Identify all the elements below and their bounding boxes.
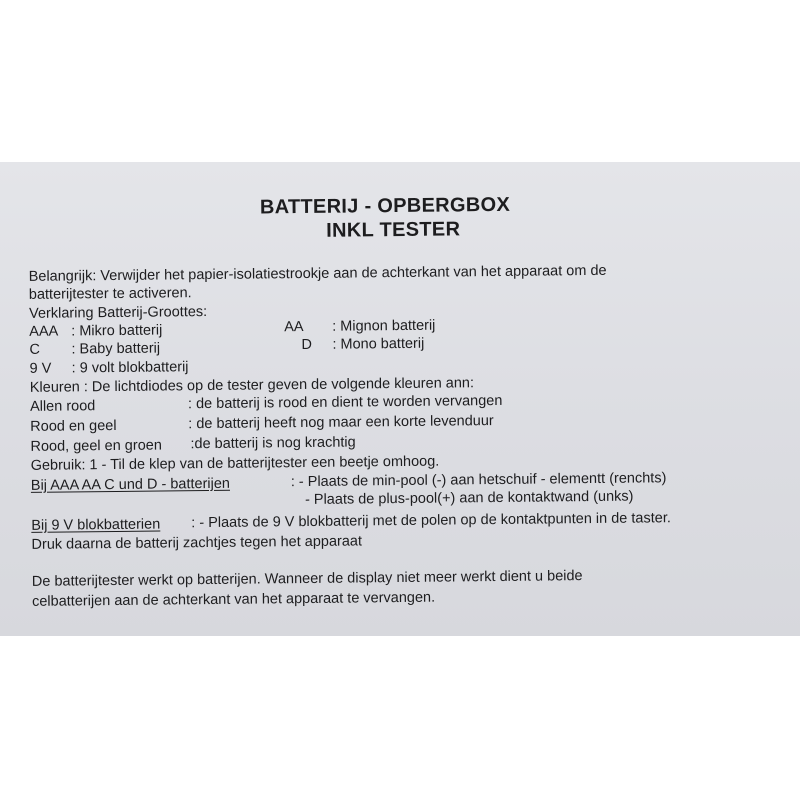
nine-v-step: : - Plaats de 9 V blokbatterij met de polen op de kontaktpunten in de taster. (191, 510, 671, 532)
size-desc-aaa: : Mikro batterij (71, 322, 163, 340)
aaa-label: Bij AAA AA C und D - batterijen (30, 475, 231, 494)
important-line-1: Belangrijk: Verwijder het papier-isolatiestrookje aan de achterkant van het apparaat om de (28, 262, 607, 285)
color-label-all: Rood, geel en groen (30, 437, 162, 455)
press-line: Druk daarna de batterij zachtjes tegen het apparaat (31, 533, 363, 553)
size-desc-aa: : Mignon batterij (332, 317, 436, 335)
size-desc-9v: : 9 volt blokbatterij (71, 359, 189, 377)
important-line-2: batterijtester te activeren. (28, 285, 192, 303)
document-title: BATTERIJ - OPBERGBOX (259, 193, 511, 219)
size-desc-c: : Baby batterij (71, 340, 161, 358)
size-code-c: C (29, 341, 41, 358)
aaa-step-1: : - Plaats de min-pool (-) aan hetschuif - elementt (renchts) (290, 470, 667, 491)
size-code-aa: AA (284, 319, 304, 336)
color-desc-all: :de batterij is nog krachtig (190, 434, 356, 453)
document-subtitle: INKL TESTER (326, 218, 461, 242)
footer-line-2: celbatterijen aan de achterkant van het apparaat te vervangen. (31, 589, 436, 610)
footer-line-1: De batterijtester werkt op batterijen. Wanneer de display niet meer werkt dient u beide (31, 568, 583, 590)
colors-heading: Kleuren : De lichtdiodes op de tester geven de volgende kleuren ann: (29, 375, 475, 396)
color-label-red: Allen rood (29, 398, 96, 415)
size-code-aaa: AAA (29, 323, 59, 340)
usage-line: Gebruik: 1 - Til de klep van de batterijtester een beetje omhoog. (30, 453, 440, 474)
size-desc-d: : Mono batterij (332, 335, 425, 353)
size-code-d: D (301, 336, 312, 354)
sizes-heading: Verklaring Batterij-Groottes: (28, 304, 208, 322)
size-code-9v: 9 V (29, 360, 52, 377)
color-desc-red-yellow: : de batterij heeft nog maar een korte levenduur (188, 413, 494, 433)
nine-v-label: Bij 9 V blokbatterien (31, 516, 161, 534)
aaa-step-2: - Plaats de plus-pool(+) aan de kontaktwand (unks) (304, 488, 634, 508)
color-desc-red: : de batterij is rood en dient te worden vervangen (187, 392, 503, 413)
paper-sheet (0, 162, 800, 636)
instruction-text (0, 162, 800, 636)
color-label-red-yellow: Rood en geel (30, 417, 117, 435)
